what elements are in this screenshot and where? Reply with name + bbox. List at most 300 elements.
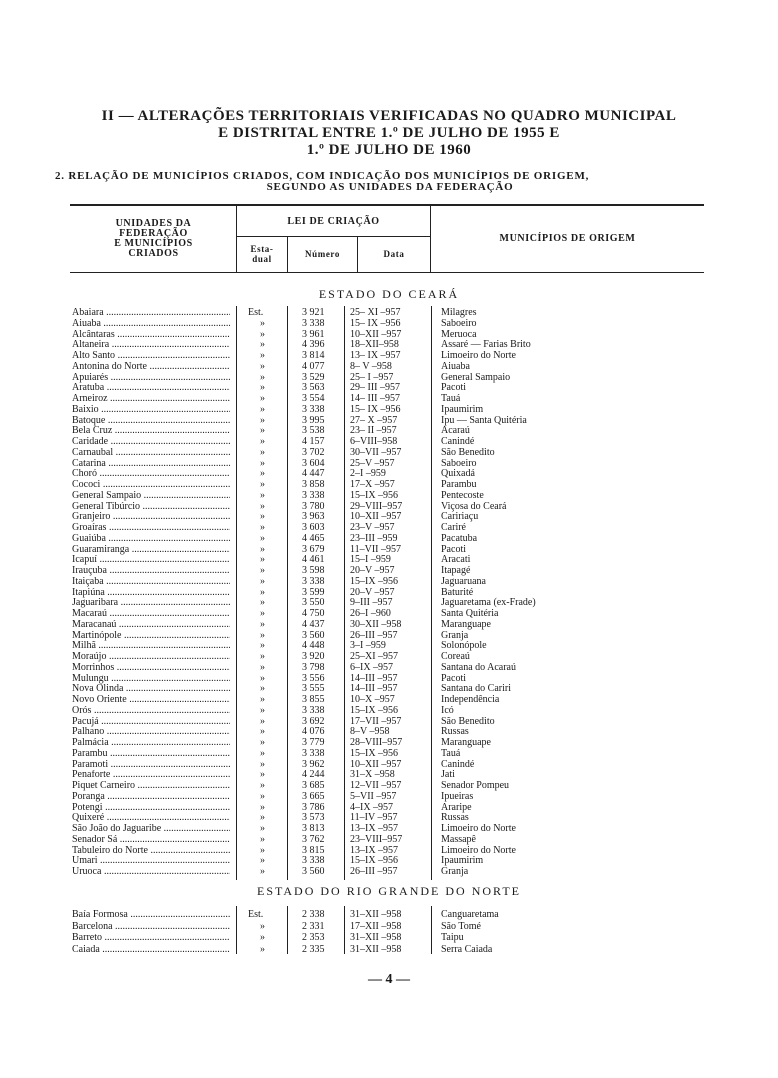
municipio-origem: Meruoca	[441, 328, 477, 340]
municipio-name: Choró .....	[72, 469, 230, 480]
header-numero: Número	[305, 249, 340, 259]
lei-numero: 4 076	[302, 726, 325, 738]
table-row	[0, 362, 778, 373]
lei-estadual: »	[260, 360, 265, 372]
lei-numero: 3 858	[302, 479, 325, 490]
municipio-name: Nova Olinda .....	[72, 684, 230, 695]
lei-estadual: »	[260, 543, 265, 555]
lei-data: 17–X –957	[350, 479, 395, 490]
municipio-name: Morrinhos .....	[72, 663, 230, 674]
header-unidades-l2: FEDERAÇÃO	[119, 228, 188, 239]
lei-numero: 3 779	[302, 737, 325, 748]
municipio-origem: Canguaretama	[441, 909, 499, 920]
lei-numero: 3 692	[302, 715, 325, 727]
municipio-origem: Tauá	[441, 393, 461, 404]
lei-numero: 3 603	[302, 522, 325, 533]
municipio-origem: Aiuaba	[441, 360, 470, 372]
municipio-origem: Icó	[441, 704, 454, 716]
municipio-origem: Aracati	[441, 554, 471, 566]
municipio-origem: Canindé	[441, 436, 475, 447]
municipio-name: Moraújo .....	[72, 652, 230, 663]
municipio-name: Jaguaribara .....	[72, 598, 230, 609]
municipio-name: Bela Cruz .....	[72, 426, 230, 437]
lei-estadual: »	[260, 479, 265, 490]
lei-estadual: »	[260, 511, 265, 523]
table-row	[0, 792, 778, 803]
lei-estadual: »	[260, 618, 265, 630]
lei-numero: 3 554	[302, 393, 325, 404]
lei-numero: 4 461	[302, 554, 325, 566]
municipio-name: Irauçuba .....	[72, 566, 230, 577]
lei-estadual: »	[260, 683, 265, 695]
lei-data: 10–XII –957	[350, 328, 402, 340]
lei-data: 8–V –958	[350, 726, 390, 738]
lei-estadual: »	[260, 597, 265, 609]
lei-numero: 3 995	[302, 414, 325, 426]
municipio-name: Barcelona .....	[72, 922, 230, 933]
municipio-origem: Ipaumirim	[441, 403, 484, 415]
lei-data: 3–I –959	[350, 640, 386, 652]
lei-estadual: »	[260, 339, 265, 351]
lei-numero: 3 963	[302, 511, 325, 523]
municipio-origem: Maranguape	[441, 737, 491, 748]
municipio-name: Altaneira .....	[72, 340, 230, 351]
municipio-name: Antonina do Norte .....	[72, 362, 230, 373]
municipio-origem: São Tomé	[441, 920, 481, 932]
lei-estadual: »	[260, 608, 265, 619]
municipio-name: Senador Sá .....	[72, 835, 230, 846]
table-row	[0, 867, 778, 878]
lei-estadual: »	[260, 414, 265, 426]
municipio-origem: Limoeiro do Norte	[441, 844, 516, 856]
lei-numero: 3 780	[302, 500, 325, 512]
municipio-origem: Parambu	[441, 479, 477, 490]
header-municipios-origem: MUNICÍPIOS DE ORIGEM	[499, 233, 636, 244]
municipio-origem: Serra Caiada	[441, 943, 493, 955]
municipio-name: Uruoca .....	[72, 867, 230, 878]
lei-estadual: »	[260, 554, 265, 566]
lei-numero: 3 573	[302, 812, 325, 824]
lei-numero: 3 560	[302, 629, 325, 641]
lei-numero: 2 353	[302, 932, 325, 943]
lei-estadual: Est.	[248, 909, 264, 920]
municipio-name: Itaiçaba .....	[72, 577, 230, 588]
municipio-name: Batoque .....	[72, 416, 230, 427]
lei-data: 17–VII –957	[350, 715, 402, 727]
municipio-origem: Tauá	[441, 747, 461, 759]
municipio-origem: Jati	[441, 769, 455, 781]
header-unidades-l4: CRIADOS	[128, 248, 179, 259]
lei-data: 15– IX –956	[350, 317, 401, 329]
table-row	[0, 663, 778, 674]
lei-data: 15–IX –956	[350, 855, 399, 867]
municipio-origem: Milagres	[441, 307, 477, 318]
municipio-origem: Acaraú	[441, 425, 470, 437]
lei-numero: 4 750	[302, 608, 325, 619]
lei-data: 26–III –957	[350, 629, 398, 641]
lei-data: 23–III –959	[350, 532, 398, 544]
municipio-origem: Santana do Acaraú	[441, 661, 516, 673]
lei-numero: 3 599	[302, 586, 325, 598]
municipio-origem: Granja	[441, 629, 469, 641]
lei-numero: 3 338	[302, 575, 325, 587]
lei-estadual: »	[260, 844, 265, 856]
municipio-origem: Massapê	[441, 833, 476, 845]
municipio-origem: Granja	[441, 866, 469, 877]
municipio-name: Aiuaba .....	[72, 319, 230, 330]
main-title-line1: II — ALTERAÇÕES TERRITORIAIS VERIFICADAS NO QUADRO MUNICIPAL	[101, 108, 677, 124]
lei-data: 18–XII–958	[350, 339, 399, 351]
table-row	[0, 945, 778, 957]
municipio-origem: Pacoti	[441, 382, 466, 394]
municipio-name: Alto Santo .....	[72, 351, 230, 362]
rn-rows	[0, 910, 778, 956]
table-row	[0, 835, 778, 846]
lei-estadual: »	[260, 629, 265, 641]
municipio-origem: Baturité	[441, 586, 474, 598]
table-row	[0, 706, 778, 717]
lei-numero: 3 538	[302, 425, 325, 437]
lei-data: 23–V –957	[350, 522, 395, 533]
municipio-name: Maracanaú .....	[72, 620, 230, 631]
municipio-name: Baixio .....	[72, 405, 230, 416]
lei-numero: 3 762	[302, 833, 325, 845]
lei-estadual: »	[260, 393, 265, 404]
lei-estadual: »	[260, 532, 265, 544]
municipio-origem: Quixadá	[441, 468, 475, 480]
lei-estadual: »	[260, 371, 265, 383]
lei-estadual: »	[260, 436, 265, 447]
municipio-name: Pacujá .....	[72, 717, 230, 728]
lei-data: 11–VII –957	[350, 543, 402, 555]
municipio-origem: Senador Pompeu	[441, 780, 510, 791]
lei-estadual: »	[260, 500, 265, 512]
municipio-name: Parambu .....	[72, 749, 230, 760]
lei-data: 2–I –959	[350, 468, 386, 480]
municipio-origem: São Benedito	[441, 715, 495, 727]
lei-numero: 3 338	[302, 317, 325, 329]
table-row	[0, 319, 778, 330]
municipio-origem: Santana do Cariri	[441, 683, 511, 695]
municipio-origem: Jaguaretama (ex-Frade)	[441, 597, 536, 609]
ceara-rows	[0, 308, 778, 878]
municipio-name: Catarina .....	[72, 459, 230, 470]
lei-data: 13–IX –957	[350, 844, 399, 856]
municipio-name: Penaforte .....	[72, 770, 230, 781]
municipio-name: Aratuba .....	[72, 383, 230, 394]
lei-numero: 4 447	[302, 468, 325, 480]
table-row	[0, 577, 778, 588]
lei-data: 9–III –957	[350, 597, 393, 609]
municipio-name: Palmácia .....	[72, 738, 230, 749]
municipio-origem: General Sampaio	[441, 371, 511, 383]
header-estadual-l1: Esta-	[250, 244, 274, 254]
lei-numero: 4 157	[302, 436, 325, 447]
lei-data: 10–X –957	[350, 694, 395, 705]
lei-data: 31–XII –958	[350, 909, 402, 920]
lei-estadual: »	[260, 866, 265, 877]
lei-estadual: »	[260, 350, 265, 361]
lei-data: 29– III –957	[350, 382, 400, 394]
municipio-origem: Saboeiro	[441, 317, 477, 329]
lei-estadual: »	[260, 747, 265, 759]
lei-data: 15–IX –956	[350, 489, 399, 501]
lei-estadual: »	[260, 522, 265, 533]
lei-numero: 3 702	[302, 446, 325, 458]
municipio-name: General Tibúrcio .....	[72, 502, 230, 513]
lei-data: 31–X –958	[350, 769, 395, 781]
lei-numero: 3 338	[302, 704, 325, 716]
lei-numero: 3 665	[302, 790, 325, 802]
municipio-origem: Pacatuba	[441, 532, 478, 544]
table-row	[0, 491, 778, 502]
municipio-name: Quixeré .....	[72, 813, 230, 824]
lei-data: 31–XII –958	[350, 943, 402, 955]
lei-data: 25–XI –957	[350, 651, 399, 662]
municipio-origem: Solonópole	[441, 640, 487, 652]
header-bottom-rule	[70, 272, 704, 273]
header-unidades-l1: UNIDADES DA	[115, 218, 192, 229]
municipio-name: Guaramiranga .....	[72, 545, 230, 556]
lei-estadual: »	[260, 823, 265, 834]
lei-data: 26–III –957	[350, 866, 398, 877]
table-row	[0, 405, 778, 416]
lei-estadual: »	[260, 943, 265, 955]
lei-numero: 3 685	[302, 780, 325, 791]
lei-numero: 3 855	[302, 694, 325, 705]
lei-data: 11–IV –957	[350, 812, 398, 824]
lei-numero: 3 550	[302, 597, 325, 609]
lei-data: 10–XII –957	[350, 758, 402, 770]
municipio-name: Martinópole .....	[72, 631, 230, 642]
lei-estadual: Est.	[248, 307, 264, 318]
municipio-origem: Santa Quitéria	[441, 608, 499, 619]
municipio-name: Caiada .....	[72, 945, 230, 956]
lei-estadual: »	[260, 586, 265, 598]
municipio-name: Umari .....	[72, 856, 230, 867]
municipio-origem: Pacoti	[441, 543, 466, 555]
lei-estadual: »	[260, 575, 265, 587]
lei-data: 14–III –957	[350, 672, 398, 684]
lei-numero: 3 679	[302, 543, 325, 555]
municipio-name: Granjeiro .....	[72, 512, 230, 523]
lei-estadual: »	[260, 833, 265, 845]
lei-estadual: »	[260, 769, 265, 781]
lei-data: 27– X –957	[350, 414, 398, 426]
lei-numero: 3 598	[302, 565, 325, 576]
lei-estadual: »	[260, 932, 265, 943]
lei-data: 15–IX –956	[350, 704, 399, 716]
municipio-name: Novo Oriente .....	[72, 695, 230, 706]
municipio-name: São João do Jaguaribe .....	[72, 824, 230, 835]
lei-numero: 3 604	[302, 457, 325, 469]
lei-estadual: »	[260, 446, 265, 458]
lei-data: 31–XII –958	[350, 932, 402, 943]
municipio-origem: Caririaçu	[441, 511, 479, 523]
lei-data: 14– III –957	[350, 393, 400, 404]
municipio-name: Piquet Carneiro .....	[72, 781, 230, 792]
table-row	[0, 749, 778, 760]
lei-estadual: »	[260, 704, 265, 716]
lei-numero: 4 448	[302, 640, 325, 652]
lei-estadual: »	[260, 780, 265, 791]
municipio-origem: Itapagé	[441, 565, 471, 576]
header-unidades-l3: E MUNICÍPIOS	[114, 238, 193, 249]
subtitle-line2: SEGUNDO AS UNIDADES DA FEDERAÇÃO	[266, 181, 514, 193]
table-row	[0, 459, 778, 470]
municipio-name: Apuiarés .....	[72, 373, 230, 384]
municipio-name: Macaraú .....	[72, 609, 230, 620]
municipio-name: Carnaubal .....	[72, 448, 230, 459]
lei-estadual: »	[260, 651, 265, 662]
lei-estadual: »	[260, 328, 265, 340]
lei-numero: 4 396	[302, 339, 325, 351]
municipio-name: Milhã .....	[72, 641, 230, 652]
header-data: Data	[383, 249, 405, 259]
lei-data: 8– V –958	[350, 360, 392, 372]
lei-data: 15–IX –956	[350, 747, 399, 759]
lei-numero: 2 331	[302, 920, 325, 932]
municipio-origem: Viçosa do Ceará	[441, 500, 507, 512]
lei-data: 5–VII –957	[350, 790, 397, 802]
municipio-origem: Jaguaruana	[441, 575, 486, 587]
lei-estadual: »	[260, 317, 265, 329]
lei-estadual: »	[260, 661, 265, 673]
municipio-origem: São Benedito	[441, 446, 495, 458]
municipio-origem: Cariré	[441, 522, 466, 533]
state-heading-ceara: ESTADO DO CEARÁ	[318, 287, 460, 301]
lei-numero: 3 338	[302, 403, 325, 415]
lei-numero: 3 813	[302, 823, 325, 834]
lei-data: 12–VII –957	[350, 780, 402, 791]
lei-estadual: »	[260, 920, 265, 932]
lei-numero: 4 437	[302, 618, 325, 630]
lei-data: 10–XII –957	[350, 511, 402, 523]
municipio-origem: Canindé	[441, 758, 475, 770]
header-top-rule	[70, 204, 704, 206]
municipio-origem: Ipueiras	[441, 790, 474, 802]
lei-estadual: »	[260, 758, 265, 770]
page-number: — 4 —	[368, 972, 410, 987]
municipio-name: Icapuí .....	[72, 555, 230, 566]
lei-data: 15–IX –956	[350, 575, 399, 587]
lei-estadual: »	[260, 489, 265, 501]
lei-data: 25– XI –957	[350, 307, 401, 318]
state-heading-rn: ESTADO DO RIO GRANDE DO NORTE	[257, 884, 521, 898]
lei-data: 17–XII –958	[350, 920, 402, 932]
lei-numero: 3 338	[302, 489, 325, 501]
lei-numero: 3 338	[302, 747, 325, 759]
lei-numero: 3 815	[302, 844, 325, 856]
municipio-name: Alcântaras .....	[72, 330, 230, 341]
lei-numero: 3 338	[302, 855, 325, 867]
municipio-name: Guaiúba .....	[72, 534, 230, 545]
lei-data: 28–VIII–957	[350, 737, 403, 748]
table-row	[0, 631, 778, 642]
lei-estadual: »	[260, 640, 265, 652]
municipio-name: Orós .....	[72, 706, 230, 717]
lei-estadual: »	[260, 565, 265, 576]
municipio-name: Groaíras .....	[72, 523, 230, 534]
lei-numero: 3 786	[302, 801, 325, 813]
header-estadual-l2: dual	[252, 254, 272, 264]
lei-data: 25– I –957	[350, 371, 394, 383]
municipio-name: Potengi .....	[72, 803, 230, 814]
lei-estadual: »	[260, 694, 265, 705]
lei-numero: 3 555	[302, 683, 325, 695]
lei-estadual: »	[260, 737, 265, 748]
lei-data: 29–VIII–957	[350, 500, 403, 512]
lei-data: 30–XII –958	[350, 618, 402, 630]
lei-data: 6–IX –957	[350, 661, 394, 673]
lei-numero: 3 563	[302, 382, 325, 394]
municipio-name: Arneiroz .....	[72, 394, 230, 405]
lei-estadual: »	[260, 672, 265, 684]
lei-data: 20–V –957	[350, 586, 395, 598]
table-row	[0, 933, 778, 945]
lei-numero: 3 962	[302, 758, 325, 770]
lei-data: 4–IX –957	[350, 801, 394, 813]
municipio-name: Paramoti .....	[72, 760, 230, 771]
lei-numero: 4 244	[302, 769, 325, 781]
lei-data: 15– IX –956	[350, 403, 401, 415]
municipio-name: Palhano .....	[72, 727, 230, 738]
lei-data: 13–IX –957	[350, 823, 399, 834]
lei-under-rule	[236, 236, 430, 237]
lei-estadual: »	[260, 403, 265, 415]
municipio-origem: Taipu	[441, 932, 464, 943]
lei-estadual: »	[260, 715, 265, 727]
table-row	[0, 448, 778, 459]
lei-estadual: »	[260, 425, 265, 437]
municipio-origem: Pentecoste	[441, 489, 484, 501]
lei-estadual: »	[260, 382, 265, 394]
municipio-name: Barreto .....	[72, 933, 230, 944]
lei-numero: 3 921	[302, 307, 325, 318]
lei-estadual: »	[260, 790, 265, 802]
subtitle-line1: 2. RELAÇÃO DE MUNICÍPIOS CRIADOS, COM INDICAÇÃO DOS MUNICÍPIOS DE ORIGEM,	[55, 170, 590, 182]
header-lei-criacao: LEI DE CRIAÇÃO	[287, 216, 380, 227]
lei-numero: 3 814	[302, 350, 325, 361]
lei-estadual: »	[260, 457, 265, 469]
municipio-origem: Ipu — Santa Quitéria	[441, 414, 527, 426]
municipio-origem: Limoeiro do Norte	[441, 823, 516, 834]
lei-data: 25–V –957	[350, 457, 395, 469]
municipio-origem: Independência	[441, 694, 500, 705]
main-title-line2: E DISTRITAL ENTRE 1.º DE JULHO DE 1955 E	[218, 125, 560, 141]
lei-numero: 3 560	[302, 866, 325, 877]
lei-numero: 2 338	[302, 909, 325, 920]
lei-numero: 3 961	[302, 328, 325, 340]
municipio-name: Cococi .....	[72, 480, 230, 491]
lei-numero: 3 529	[302, 371, 325, 383]
lei-data: 23– II –957	[350, 425, 397, 437]
table-row	[0, 534, 778, 545]
municipio-name: Itapiúna .....	[72, 588, 230, 599]
municipio-origem: Russas	[441, 726, 469, 738]
lei-numero: 2 335	[302, 943, 325, 955]
table-row	[0, 910, 778, 922]
lei-data: 26–I –960	[350, 608, 391, 619]
municipio-name: Caridade .....	[72, 437, 230, 448]
lei-data: 6–VIII–958	[350, 436, 398, 447]
municipio-name: Poranga .....	[72, 792, 230, 803]
lei-numero: 3 798	[302, 661, 325, 673]
lei-estadual: »	[260, 468, 265, 480]
municipio-name: General Sampaio .....	[72, 491, 230, 502]
lei-numero: 4 077	[302, 360, 325, 372]
municipio-origem: Assaré — Farias Brito	[441, 339, 531, 351]
